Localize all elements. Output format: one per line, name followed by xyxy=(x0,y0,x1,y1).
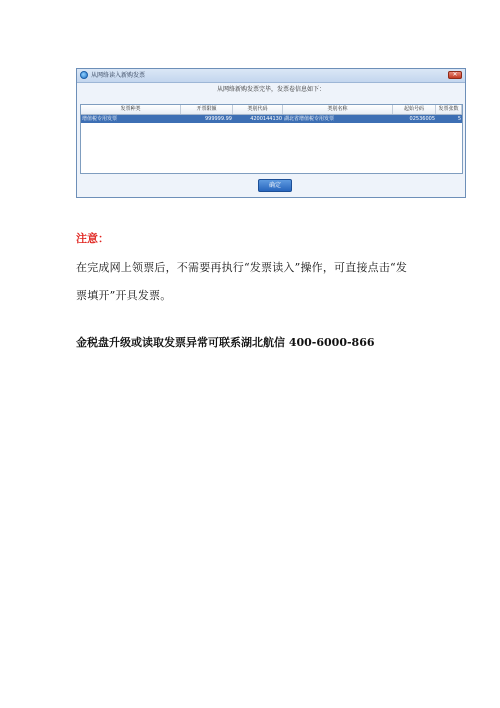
app-icon xyxy=(80,71,88,79)
column-header[interactable]: 开票限额 xyxy=(181,105,233,114)
column-header[interactable]: 发票种类 xyxy=(81,105,181,114)
column-header[interactable]: 起始号码 xyxy=(393,105,436,114)
cell-category-name: 湖北省增值税专用发票 xyxy=(284,116,335,122)
note-paragraph xyxy=(76,254,446,310)
note-line-1: 在完成网上领票后，不需要再执行“发票读入”操作，可直接点击“发 xyxy=(76,261,408,274)
ok-button[interactable]: 确定 xyxy=(258,179,292,192)
close-button[interactable]: ✕ xyxy=(448,71,462,79)
table-header xyxy=(81,105,462,115)
dialog-title: 从网络读入新购发票 xyxy=(91,72,146,79)
column-header[interactable]: 发票张数 xyxy=(436,105,462,114)
column-header[interactable]: 类别代码 xyxy=(233,105,283,114)
table-row[interactable] xyxy=(81,115,462,123)
cell-limit: 999999.99 xyxy=(204,116,232,122)
dialog-titlebar xyxy=(77,69,465,83)
cell-start-number: 02536005 xyxy=(409,116,435,122)
column-header[interactable]: 类别名称 xyxy=(283,105,393,114)
cell-category-code: 4200144130 xyxy=(250,116,282,122)
note-line-2: 票填开”开具发票。 xyxy=(76,289,172,302)
note-heading: 注意： xyxy=(76,232,109,245)
cell-invoice-type: 增值税专用发票 xyxy=(82,116,118,122)
dialog-message: 从网络新购发票完毕，发票卷信息如下： xyxy=(216,86,325,93)
read-invoice-dialog xyxy=(76,68,466,198)
cell-count: 5 xyxy=(457,116,461,122)
contact-line: 金税盘升级或读取发票异常可联系湖北航信 400-6000-866 xyxy=(76,336,375,349)
invoice-table xyxy=(80,104,463,174)
